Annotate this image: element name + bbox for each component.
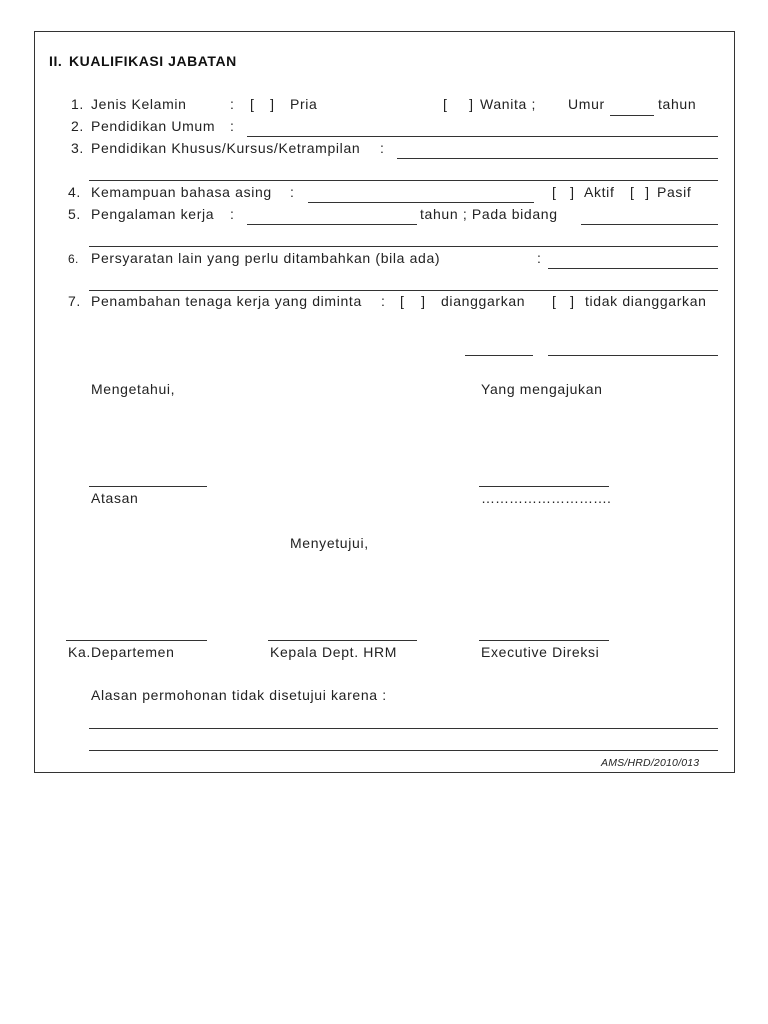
- ka-departemen-label: Ka.Departemen: [68, 644, 175, 660]
- menyetujui-label: Menyetujui,: [290, 535, 369, 551]
- executive-direksi-signature-line: [479, 640, 609, 641]
- document-code: AMS/HRD/2010/013: [601, 757, 700, 769]
- pengalaman-field-line-2: [89, 246, 718, 247]
- pengalaman-tahun-field: [247, 224, 417, 225]
- question-label: Persyaratan lain yang perlu ditambahkan (bila ada): [91, 250, 441, 266]
- option-dianggarkan-label: dianggarkan: [441, 293, 526, 309]
- colon: :: [537, 250, 542, 266]
- option-pria-label: Pria: [290, 96, 318, 112]
- mengetahui-label: Mengetahui,: [91, 381, 176, 397]
- rejection-field-line-2: [89, 750, 718, 751]
- bahasa-asing-field: [308, 202, 534, 203]
- option-aktif-label: Aktif: [584, 184, 615, 200]
- question-label: Kemampuan bahasa asing: [91, 184, 272, 200]
- tahun-pada-bidang-label: tahun ; Pada bidang: [420, 206, 558, 222]
- tenaga-kerja-field-short: [465, 355, 533, 356]
- question-label: Pendidikan Khusus/Kursus/Ketrampilan: [91, 140, 361, 156]
- yang-mengajukan-label: Yang mengajukan: [481, 381, 603, 397]
- executive-direksi-label: Executive Direksi: [481, 644, 600, 660]
- question-label: Pengalaman kerja: [91, 206, 215, 222]
- pengaju-name-placeholder: ……………………….: [481, 490, 611, 506]
- umur-field: [610, 115, 654, 116]
- kepala-hrm-label: Kepala Dept. HRM: [270, 644, 398, 660]
- colon: :: [230, 96, 235, 112]
- checkbox-dianggarkan: [ ]: [400, 293, 426, 309]
- kepala-hrm-signature-line: [268, 640, 417, 641]
- option-wanita-label: Wanita ;: [480, 96, 537, 112]
- checkbox-pasif: [ ]: [630, 184, 650, 200]
- question-number: 1.: [71, 96, 84, 112]
- colon: :: [380, 140, 385, 156]
- question-label: Pendidikan Umum: [91, 118, 216, 134]
- rejection-label: Alasan permohonan tidak disetujui karena :: [91, 687, 387, 703]
- question-label: Penambahan tenaga kerja yang diminta: [91, 293, 362, 309]
- colon: :: [381, 293, 386, 309]
- question-number: 2.: [71, 118, 84, 134]
- question-number: 7.: [68, 293, 81, 309]
- rejection-field-line-1: [89, 728, 718, 729]
- tahun-label: tahun: [658, 96, 697, 112]
- pengaju-signature-line: [479, 486, 609, 487]
- colon: :: [230, 206, 235, 222]
- question-number: 5.: [68, 206, 81, 222]
- option-pasif-label: Pasif: [657, 184, 692, 200]
- ka-departemen-signature-line: [66, 640, 207, 641]
- question-number: 6.: [68, 252, 79, 266]
- persyaratan-field: [548, 268, 718, 269]
- atasan-signature-line: [89, 486, 207, 487]
- pendidikan-khusus-field: [397, 158, 718, 159]
- question-number: 4.: [68, 184, 81, 200]
- pendidikan-khusus-field-line-2: [89, 180, 718, 181]
- section-number: II.: [49, 53, 63, 69]
- persyaratan-field-line-2: [89, 290, 718, 291]
- section-title: KUALIFIKASI JABATAN: [69, 53, 237, 69]
- question-label: Jenis Kelamin: [91, 96, 187, 112]
- tenaga-kerja-field-long: [548, 355, 718, 356]
- question-number: 3.: [71, 140, 84, 156]
- atasan-label: Atasan: [91, 490, 139, 506]
- pengalaman-bidang-field: [581, 224, 718, 225]
- checkbox-pria: [ ]: [250, 96, 275, 112]
- umur-label: Umur: [568, 96, 605, 112]
- option-tidak-dianggarkan-label: tidak dianggarkan: [585, 293, 707, 309]
- checkbox-wanita: [ ]: [443, 96, 474, 112]
- pendidikan-umum-field: [247, 136, 718, 137]
- checkbox-aktif: [ ]: [552, 184, 575, 200]
- colon: :: [290, 184, 295, 200]
- colon: :: [230, 118, 235, 134]
- checkbox-tidak-dianggarkan: [ ]: [552, 293, 575, 309]
